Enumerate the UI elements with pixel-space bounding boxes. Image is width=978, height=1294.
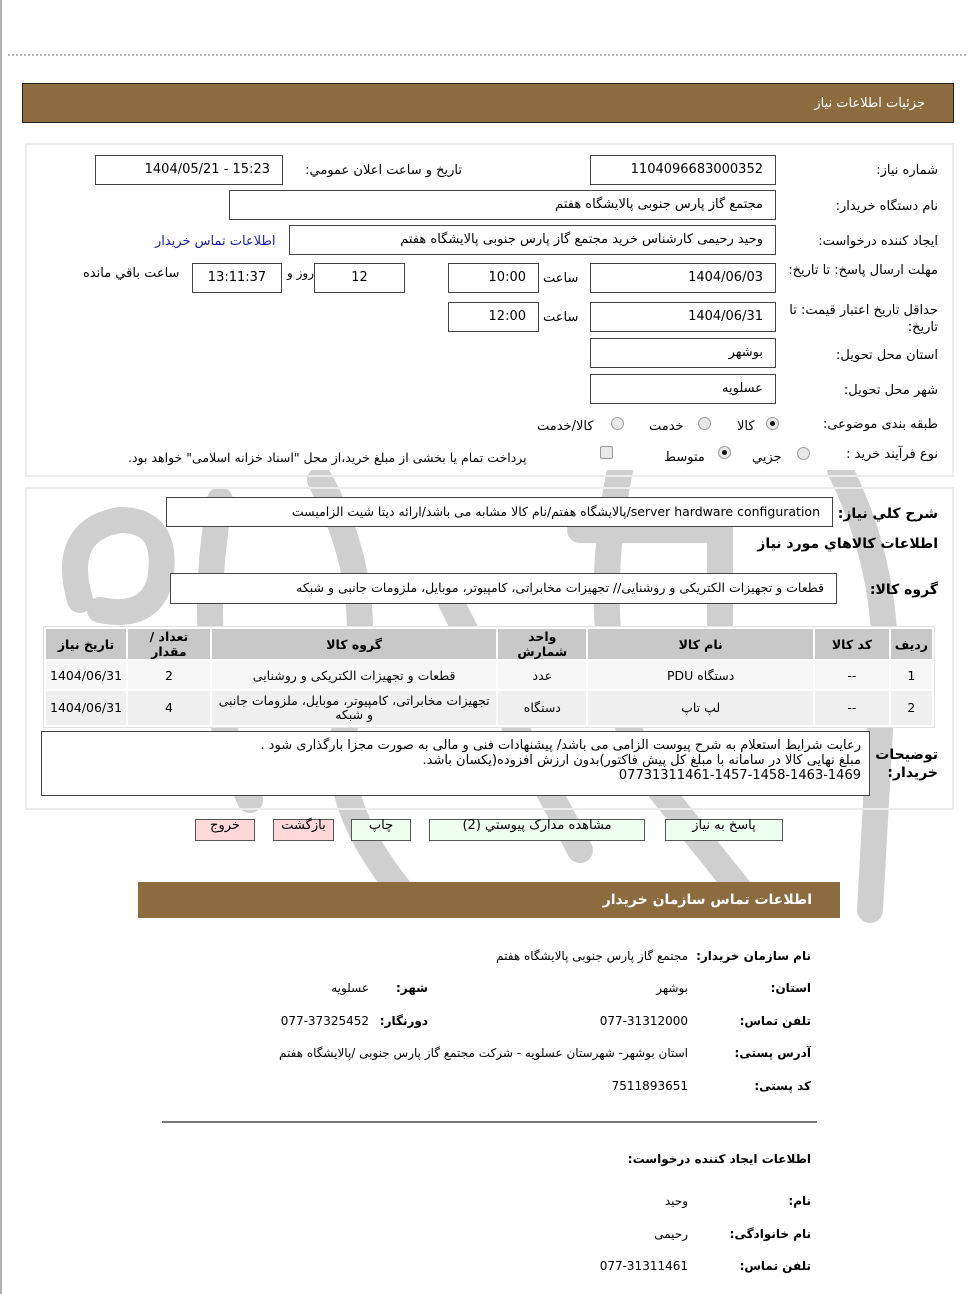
page-title: جزئیات اطلاعات نیاز [814,96,925,111]
reply-to-need-button[interactable]: پاسخ به نیاز [665,819,783,841]
left-border [0,0,2,1294]
process-option-minor: جزيي [752,450,782,465]
category-option-service: خدمت [649,419,684,434]
treasury-checkbox[interactable] [600,446,613,459]
cell-quantity: 2 [128,661,210,689]
requester-phone-value: 077-31311461 [599,1259,688,1273]
cell-need-date: 1404/06/31 [46,661,126,689]
price-validity-date: 1404/06/31 [590,302,776,332]
category-option-goods-service: کالا/خدمت [537,419,594,434]
process-option-medium: متوسط [664,450,705,465]
cell-unit: عدد [498,661,586,689]
cell-row-number: 2 [891,691,932,725]
notes-line-2: مبلغ نهایی کالا در سامانه با مبلغ کل پیش فاکتور)بدون ارزش افزوده(یکسان باشد. [422,753,861,768]
col-need-date: تاریخ نیاز [46,629,126,659]
need-number-label: شماره نیاز: [876,163,938,178]
announce-date-label: تاریخ و ساعت اعلان عمومي: [305,163,462,178]
price-validity-label: حداقل تاریخ اعتبار قیمت: تا تاریخ: [789,303,938,335]
contact-phone-value: 077-31312000 [599,1014,688,1028]
purchase-process-label: نوع فرآیند خرید : [846,447,938,462]
cell-item-code: -- [815,691,889,725]
reply-deadline-label: مهلت ارسال پاسخ: تا تاریخ: [788,263,938,278]
buyer-contact-section-bar [138,882,840,918]
remaining-days-field: 12 [314,263,405,293]
request-creator-label: ایجاد کننده درخواست: [818,234,938,249]
category-radio-service[interactable] [698,417,711,430]
exit-button[interactable]: خروج [195,819,255,841]
contact-fax-label: دورنگار: [379,1014,428,1028]
buyer-org-label: نام دستگاه خریدار: [835,199,938,214]
delivery-province-label: استان محل تحویل: [836,348,938,363]
cell-goods-group: تجهیزات مخابراتی، کامپیوتر، موبایل، ملزومات جانبی و شبکه [212,691,497,725]
contact-address-value: استان بوشهر- شهرستان عسلویه - شرکت مجتمع گاز پارس جنوبی /پالایشگاه هفتم [279,1046,688,1060]
buyer-contact-title: اطلاعات تماس سازمان خریدار [602,892,812,908]
requester-last-name-label: نام خانوادگی: [729,1227,811,1241]
requester-section-title: اطلاعات ایجاد کننده درخواست: [627,1152,811,1166]
buyer-contact-link[interactable]: اطلاعات تماس خریدار [155,234,276,249]
price-validity-time-label: ساعت [543,310,579,325]
category-radio-goods[interactable] [766,417,779,430]
cell-unit: دستگاه [498,691,586,725]
col-quantity: تعداد / مقدار [128,629,210,659]
table-row [46,691,932,725]
category-radio-goods-service[interactable] [611,417,624,430]
requester-last-name-value: رحیمی [654,1227,688,1241]
price-validity-time: 12:00 [448,302,539,332]
col-row-number: ردیف [891,629,932,659]
request-creator-field: وحید رحیمی کارشناس خرید مجتمع گاز پارس جنوبی پالایشگاه هفتم [289,225,776,255]
buyer-notes-label: توضیحات خریدار: [875,747,938,781]
col-unit: واحد شمارش [498,629,586,659]
print-button[interactable]: چاپ [351,819,411,841]
delivery-province-field: بوشهر [590,338,776,368]
table-row [46,661,932,689]
buyer-org-field: مجتمع گاز پارس جنوبی پالایشگاه هفتم [229,190,776,220]
cell-goods-group: قطعات و تجهیزات الکتریکی و روشنایی [212,661,497,689]
contact-city-value: عسلویه [331,981,369,995]
contact-phone-label: تلفن تماس: [739,1014,811,1028]
goods-group-field: قطعات و تجهیزات الکتریکی و روشنایی// تجهیزات مخابراتی، کامپیوتر، موبایل، ملزومات جانبی و شبکه [170,573,837,604]
buyer-notes-box [41,731,870,796]
cell-quantity: 4 [128,691,210,725]
goods-group-label: گروه کالا: [869,582,938,598]
process-radio-medium[interactable] [718,446,731,459]
goods-info-title: اطلاعات کالاهاي مورد نیاز [757,536,938,552]
contact-fax-value: 077-37325452 [280,1014,369,1028]
notes-line-1: رعایت شرایط استعلام به شرح پیوست الزامی می باشد/ پیشنهادات فنی و مالی به صورت مجزا بارگذاری شود . [260,738,861,753]
contact-postal-label: کد پستی: [754,1079,811,1093]
category-label: طبقه بندی موضوعی: [822,417,938,432]
announce-date-field: 1404/05/21 - 15:23 [95,155,283,185]
contact-org-label: نام سازمان خریدار: [696,949,811,963]
cell-need-date: 1404/06/31 [46,691,126,725]
contact-postal-value: 7511893651 [611,1079,688,1093]
reply-deadline-date: 1404/06/03 [590,263,776,293]
notes-line-3: 07731311461-1457-1458-1463-1469 [618,768,861,783]
summary-label: شرح کلي نیاز: [837,506,938,522]
col-item-code: کد کالا [815,629,889,659]
cell-item-name: لپ تاپ [588,691,813,725]
back-button[interactable]: بازگشت [273,819,334,841]
section-divider [162,1121,817,1123]
summary-field: server hardware configuration/پالایشگاه هفتم/نام کالا مشابه می باشد/ارائه دیتا شیت الزامیست [166,497,833,527]
cell-item-code: -- [815,661,889,689]
need-number-field: 1104096683000352 [590,155,776,185]
col-goods-group: گروه کالا [212,629,497,659]
contact-address-label: آدرس پستی: [734,1046,811,1060]
view-attachments-button[interactable]: مشاهده مدارک پیوستي (2) [429,819,645,841]
reply-deadline-time: 10:00 [448,263,539,293]
cell-row-number: 1 [891,661,932,689]
table-header-row [46,629,932,659]
days-label: روز و [287,266,314,280]
delivery-city-field: عسلویه [590,374,776,404]
contact-province-label: استان: [770,981,811,995]
treasury-checkbox-label: پرداخت تمام یا بخشی از مبلغ خرید،از محل "اسناد خزانه اسلامی" خواهد بود. [128,450,527,465]
remaining-time-label: ساعت باقي مانده [83,266,180,281]
col-item-name: نام کالا [588,629,813,659]
remaining-time-field: 13:11:37 [192,263,282,293]
process-radio-minor[interactable] [797,447,810,460]
requester-first-name-label: نام: [788,1194,811,1208]
contact-city-label: شهر: [396,981,428,995]
category-option-goods: کالا [737,419,755,434]
top-dotted-divider [8,54,966,56]
page-header-bar [22,83,954,123]
delivery-city-label: شهر محل تحویل: [843,383,938,398]
requester-phone-label: تلفن تماس: [739,1259,811,1273]
contact-org-value: مجتمع گاز پارس جنوبی پالایشگاه هفتم [496,949,688,963]
contact-province-value: بوشهر [656,981,688,995]
cell-item-name: دستگاه PDU [588,661,813,689]
requester-first-name-value: وحید [664,1194,688,1208]
reply-deadline-time-label: ساعت [543,271,579,286]
goods-table [43,626,935,728]
